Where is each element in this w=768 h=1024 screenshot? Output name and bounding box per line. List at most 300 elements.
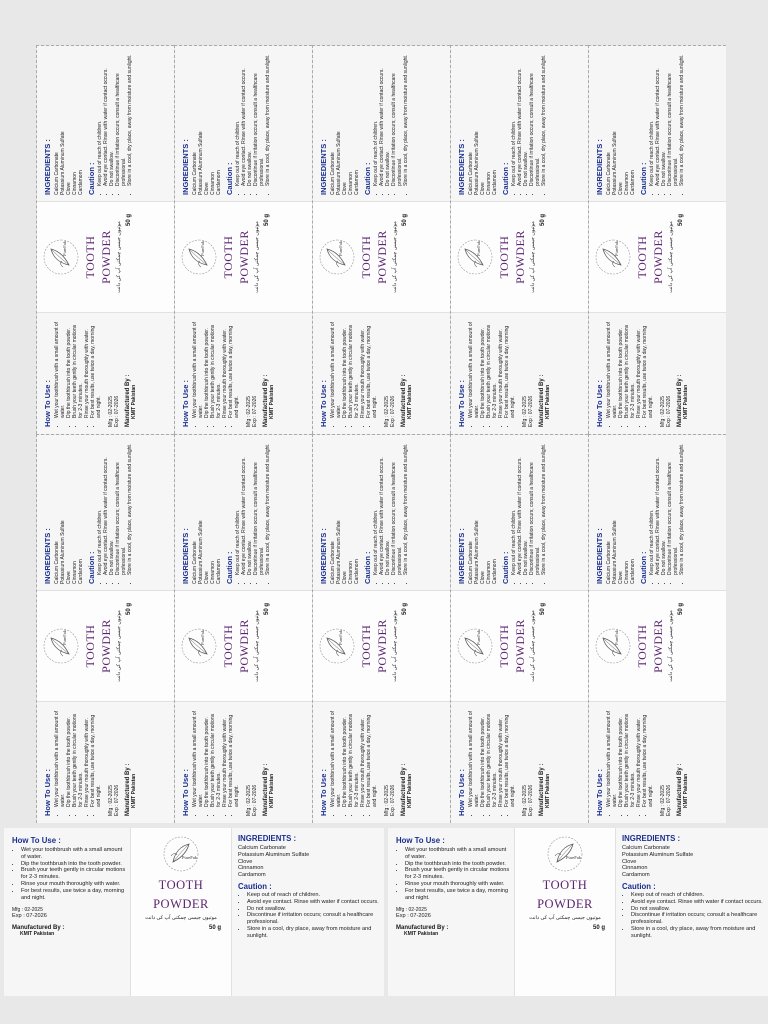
- front-panel: [589, 201, 726, 313]
- brand-name: PureFak: [62, 241, 67, 256]
- list-item: • Keep out of reach of children.: [649, 441, 655, 575]
- list-item: • Discontinue if irritation occurs; consult a healthcare professional.: [115, 52, 127, 186]
- brand-name: PureFak: [200, 241, 205, 256]
- product-title-line1: TOOTH: [635, 624, 649, 668]
- manufactured-by-heading: Manufactured By :: [396, 925, 449, 932]
- list-item: • Avoid eye contact. Rinse with water if contact occurs.: [655, 441, 661, 575]
- list-item: • Keep out of reach of children.: [511, 52, 517, 186]
- how-to-use-list: [12, 847, 126, 901]
- net-weight: 50 g: [678, 603, 684, 616]
- manufacturer-name: KMIT Pakistan: [20, 931, 55, 938]
- list-item: • Do not swallow.: [661, 52, 667, 186]
- list-item: • Dip the toothbrush into the tooth powder.: [480, 319, 486, 418]
- manufacturer-name: KMIT Pakistan: [683, 384, 689, 419]
- exp-date: Exp : 07-2026: [114, 784, 120, 816]
- list-item: • Rinse your mouth thoroughly with water.: [360, 319, 366, 418]
- manufacturer-name: KMIT Pakistan: [131, 773, 137, 808]
- ingredient: Potassium Aluminum Sulfate: [336, 520, 342, 584]
- manufacturer-name: KMIT Pakistan: [407, 773, 413, 808]
- list-item: • Wet your toothbrush with a small amount of water.: [330, 708, 342, 807]
- list-item: • Keep out of reach of children.: [511, 441, 517, 575]
- urdu-tagline: موتیوں جیسی چمکتی آپ کی دانت: [530, 221, 536, 293]
- front-panel: [589, 590, 726, 702]
- net-weight: 50 g: [264, 603, 270, 616]
- urdu-tagline: موتیوں جیسی چمکتی آپ کی دانت: [668, 610, 674, 682]
- ingredient: Potassium Aluminum Sulfate: [60, 131, 66, 195]
- list-item: • For best results, use twice a day, morning and night.: [642, 319, 654, 418]
- product-title-line2: POWDER: [537, 897, 593, 911]
- how-to-use-list: [468, 319, 516, 427]
- how-to-use-heading: How To Use :: [43, 380, 52, 427]
- list-item: • Do not swallow.: [523, 52, 529, 186]
- brand-logo: [161, 834, 201, 874]
- brand-logo: [545, 834, 585, 874]
- list-item: • Store in a cool, dry place, away from moisture and sunlight.: [631, 926, 764, 940]
- urdu-tagline: موتیوں جیسی چمکتی آپ کی دانت: [254, 610, 260, 682]
- how-to-use-list: [468, 708, 516, 816]
- exp-date: Exp : 07-2026: [528, 395, 534, 427]
- list-item: • Brush your teeth gently in circular motions for 2-3 minutes.: [348, 319, 360, 418]
- how-to-use-heading: How To Use :: [319, 380, 328, 427]
- caution-heading: Caution :: [87, 551, 96, 584]
- how-to-use-panel: [175, 313, 312, 434]
- list-item: • Store in a cool, dry place, away from moisture and sunlight.: [127, 441, 133, 575]
- caution-list: [97, 441, 133, 584]
- list-item: • Rinse your mouth thoroughly with water.: [222, 708, 228, 807]
- label-cell: [588, 45, 726, 434]
- ingredient: Calcium Carbonate: [330, 541, 336, 584]
- list-item: • Store in a cool, dry place, away from moisture and sunlight.: [679, 441, 685, 575]
- product-title-line2: POWDER: [237, 230, 251, 284]
- list-item: • Store in a cool, dry place, away from moisture and sunlight.: [265, 52, 271, 186]
- brand-name: PureFak: [614, 630, 619, 645]
- ingredient: Potassium Aluminum Sulfate: [474, 520, 480, 584]
- urdu-tagline: موتیوں جیسی چمکتی آپ کی دانت: [529, 915, 601, 921]
- product-title-line1: TOOTH: [83, 624, 97, 668]
- brand-logo: [179, 626, 219, 666]
- ingredient: Cinnamon: [210, 172, 216, 195]
- list-item: • Avoid eye contact. Rinse with water if contact occurs.: [517, 441, 523, 575]
- how-to-use-list: [192, 319, 240, 427]
- ingredients-heading: INGREDIENTS :: [622, 834, 681, 843]
- list-item: • Rinse your mouth thoroughly with water.: [222, 319, 228, 418]
- manufactured-by-heading: Manufactured By :: [539, 763, 545, 816]
- list-item: • Do not swallow.: [661, 441, 667, 575]
- list-item: • Store in a cool, dry place, away from moisture and sunlight.: [403, 52, 409, 186]
- product-title-line1: TOOTH: [497, 624, 511, 668]
- ingredients-panel: [37, 435, 174, 590]
- list-item: • Keep out of reach of children.: [97, 52, 103, 186]
- exp-date: Exp : 07-2026: [528, 784, 534, 816]
- ingredient: Clove: [480, 182, 486, 195]
- ingredients-panel: [175, 46, 312, 201]
- manufactured-by-heading: Manufactured By :: [677, 763, 683, 816]
- list-item: • Keep out of reach of children.: [631, 892, 764, 899]
- product-title-line2: POWDER: [513, 619, 527, 673]
- product-title-line2: POWDER: [651, 619, 665, 673]
- ingredient: Cinnamon: [348, 561, 354, 584]
- rotated-label: [37, 435, 174, 823]
- list-item: • Avoid eye contact. Rinse with water if contact occurs.: [247, 899, 380, 906]
- how-to-use-list: [606, 319, 654, 427]
- net-weight: 50 g: [402, 214, 408, 227]
- list-item: • Discontinue if irritation occurs; consult a healthcare professional.: [391, 52, 403, 186]
- leaf-logo-icon: [455, 626, 495, 666]
- manufactured-by-heading: Manufactured By :: [263, 374, 269, 427]
- how-to-use-list: [330, 708, 378, 816]
- ingredients-panel: [589, 435, 726, 590]
- label-cell: [174, 434, 312, 823]
- ingredients-heading: INGREDIENTS :: [181, 139, 190, 195]
- leaf-logo-icon: [317, 626, 357, 666]
- front-panel: [175, 590, 312, 702]
- ingredient: Cinnamon: [72, 172, 78, 195]
- list-item: • Keep out of reach of children.: [649, 52, 655, 186]
- list-item: • Avoid eye contact. Rinse with water if contact occurs.: [517, 52, 523, 186]
- manufacturer-name: KMIT Pakistan: [545, 773, 551, 808]
- list-item: • Do not swallow.: [109, 441, 115, 575]
- urdu-tagline: موتیوں جیسی چمکتی آپ کی دانت: [254, 221, 260, 293]
- caution-heading: Caution :: [225, 551, 234, 584]
- ingredient: Clove: [622, 858, 637, 865]
- label-cell: [312, 434, 450, 823]
- list-item: • Dip the toothbrush into the tooth powder.: [204, 708, 210, 807]
- net-weight: 50 g: [402, 603, 408, 616]
- list-item: • Brush your teeth gently in circular motions for 2-3 minutes.: [348, 708, 360, 807]
- urdu-tagline: موتیوں جیسی چمکتی آپ کی دانت: [530, 610, 536, 682]
- ingredient: Cardamom: [78, 559, 84, 584]
- product-title-line2: POWDER: [153, 897, 209, 911]
- product-title-line2: POWDER: [99, 230, 113, 284]
- rotated-label: [589, 435, 726, 823]
- list-item: • Rinse your mouth thoroughly with water.: [636, 319, 642, 418]
- list-item: • Rinse your mouth thoroughly with water.: [360, 708, 366, 807]
- horizontal-label: [4, 828, 384, 996]
- brand-name: PureFak: [62, 630, 67, 645]
- mfg-date: Mfg : 02-2025: [12, 907, 43, 914]
- caution-heading: Caution :: [363, 551, 372, 584]
- label-cell: [588, 434, 726, 823]
- list-item: • Rinse your mouth thoroughly with water.: [636, 708, 642, 807]
- net-weight: 50 g: [126, 214, 132, 227]
- product-title-line1: TOOTH: [359, 235, 373, 279]
- leaf-logo-icon: [455, 237, 495, 277]
- list-item: • Avoid eye contact. Rinse with water if contact occurs.: [379, 52, 385, 186]
- rotated-label: [175, 46, 312, 434]
- how-to-use-heading: How To Use :: [319, 769, 328, 816]
- manufactured-by-heading: Manufactured By :: [125, 763, 131, 816]
- ingredient: Clove: [238, 858, 253, 865]
- how-to-use-heading: How To Use :: [457, 769, 466, 816]
- list-item: • Store in a cool, dry place, away from moisture and sunlight.: [541, 441, 547, 575]
- ingredients-heading: INGREDIENTS :: [319, 528, 328, 584]
- manufactured-by-heading: Manufactured By :: [677, 374, 683, 427]
- caution-heading: Caution :: [225, 162, 234, 195]
- ingredient: Cardamom: [630, 170, 636, 195]
- caution-list: [649, 52, 685, 195]
- list-item: • Avoid eye contact. Rinse with water if contact occurs.: [655, 52, 661, 186]
- how-to-use-panel: [451, 702, 588, 823]
- list-item: • Wet your toothbrush with a small amount of water.: [54, 319, 66, 418]
- rotated-label: [451, 46, 588, 434]
- list-item: • Brush your teeth gently in circular motions for 2-3 minutes.: [72, 319, 84, 418]
- list-item: • Do not swallow.: [247, 906, 380, 913]
- list-item: • Discontinue if irritation occurs; consult a healthcare professional.: [529, 441, 541, 575]
- how-to-use-heading: How To Use :: [12, 836, 61, 845]
- ingredients-panel: [616, 828, 768, 996]
- caution-list: [235, 52, 271, 195]
- ingredient: Cardamom: [216, 170, 222, 195]
- ingredient: Clove: [204, 571, 210, 584]
- list-item: • Brush your teeth gently in circular motions for 2-3 minutes.: [624, 319, 636, 418]
- how-to-use-list: [54, 319, 102, 427]
- ingredient: Cardamom: [238, 872, 266, 879]
- horizontal-label: [388, 828, 768, 996]
- rotated-label: [313, 435, 450, 823]
- list-item: • Dip the toothbrush into the tooth powder.: [405, 861, 510, 868]
- list-item: • Dip the toothbrush into the tooth powder.: [480, 708, 486, 807]
- ingredient: Potassium Aluminum Sulfate: [474, 131, 480, 195]
- mfg-date: Mfg : 02-2025: [108, 396, 114, 427]
- list-item: • Discontinue if irritation occurs; consult a healthcare professional.: [253, 52, 265, 186]
- manufacturer-name: KMIT Pakistan: [683, 773, 689, 808]
- manufactured-by-heading: Manufactured By :: [401, 374, 407, 427]
- list-item: • Brush your teeth gently in circular motions for 2-3 minutes.: [405, 867, 510, 881]
- list-item: • Discontinue if irritation occurs; consult a healthcare professional.: [253, 441, 265, 575]
- list-item: • For best results, use twice a day, morning and night.: [90, 319, 102, 418]
- list-item: • Brush your teeth gently in circular motions for 2-3 minutes.: [486, 319, 498, 418]
- product-title-line1: TOOTH: [542, 878, 588, 892]
- ingredient: Calcium Carbonate: [606, 152, 612, 195]
- list-item: • Wet your toothbrush with a small amount of water.: [606, 319, 618, 418]
- caution-heading: Caution :: [501, 162, 510, 195]
- product-title-line1: TOOTH: [359, 624, 373, 668]
- list-item: • Discontinue if irritation occurs; consult a healthcare professional.: [391, 441, 403, 575]
- brand-logo: [41, 237, 81, 277]
- list-item: • Store in a cool, dry place, away from moisture and sunlight.: [247, 926, 380, 940]
- ingredient: Potassium Aluminum Sulfate: [622, 851, 694, 858]
- caution-list: [622, 892, 764, 940]
- caution-list: [238, 892, 380, 940]
- ingredients-panel: [451, 46, 588, 201]
- list-item: • Keep out of reach of children.: [235, 52, 241, 186]
- list-item: • Avoid eye contact. Rinse with water if contact occurs.: [379, 441, 385, 575]
- list-item: • Dip the toothbrush into the tooth powder.: [618, 319, 624, 418]
- mfg-date: Mfg : 02-2025: [522, 785, 528, 816]
- ingredient: Cinnamon: [624, 561, 630, 584]
- how-to-use-panel: [37, 702, 174, 823]
- ingredient: Calcium Carbonate: [54, 541, 60, 584]
- list-item: • Wet your toothbrush with a small amount of water.: [21, 847, 126, 861]
- ingredient: Clove: [618, 571, 624, 584]
- list-item: • For best results, use twice a day, morning and night.: [642, 708, 654, 807]
- ingredient: Cardamom: [354, 170, 360, 195]
- ingredient: Calcium Carbonate: [468, 152, 474, 195]
- urdu-tagline: موتیوں جیسی چمکتی آپ کی دانت: [145, 915, 217, 921]
- label-cell: [36, 45, 174, 434]
- ingredient: Calcium Carbonate: [622, 845, 670, 851]
- brand-name: PureFak: [476, 241, 481, 256]
- front-panel: [175, 201, 312, 313]
- brand-name: PureFak: [338, 241, 343, 256]
- caution-list: [97, 52, 133, 195]
- net-weight: 50 g: [540, 603, 546, 616]
- list-item: • Dip the toothbrush into the tooth powder.: [342, 319, 348, 418]
- caution-list: [235, 441, 271, 584]
- front-panel: [313, 590, 450, 702]
- list-item: • Wet your toothbrush with a small amount of water.: [606, 708, 618, 807]
- list-item: • Store in a cool, dry place, away from moisture and sunlight.: [541, 52, 547, 186]
- product-title-line2: POWDER: [513, 230, 527, 284]
- list-item: • Keep out of reach of children.: [97, 441, 103, 575]
- brand-logo: [455, 626, 495, 666]
- leaf-logo-icon: [593, 237, 633, 277]
- list-item: • Discontinue if irritation occurs; consult a healthcare professional.: [247, 912, 380, 926]
- product-title-line1: TOOTH: [635, 235, 649, 279]
- list-item: • For best results, use twice a day, morning and night.: [228, 319, 240, 418]
- product-title-line2: POWDER: [651, 230, 665, 284]
- urdu-tagline: موتیوں جیسی چمکتی آپ کی دانت: [392, 610, 398, 682]
- how-to-use-heading: How To Use :: [181, 769, 190, 816]
- list-item: • Avoid eye contact. Rinse with water if contact occurs.: [241, 52, 247, 186]
- manufacturer-name: KMIT Pakistan: [269, 773, 275, 808]
- caution-list: [373, 52, 409, 195]
- list-item: • Brush your teeth gently in circular motions for 2-3 minutes.: [486, 708, 498, 807]
- label-cell: [312, 45, 450, 434]
- mfg-date: Mfg : 02-2025: [522, 396, 528, 427]
- rotated-label: [589, 46, 726, 434]
- mfg-date: Mfg : 02-2025: [660, 785, 666, 816]
- list-item: • Discontinue if irritation occurs; consult a healthcare professional.: [115, 441, 127, 575]
- list-item: • Discontinue if irritation occurs; consult a healthcare professional.: [631, 912, 764, 926]
- exp-date: Exp : 07-2026: [666, 395, 672, 427]
- net-weight: 50 g: [264, 214, 270, 227]
- how-to-use-panel: [175, 702, 312, 823]
- list-item: • For best results, use twice a day, morning and night.: [366, 319, 378, 418]
- ingredient: Clove: [618, 182, 624, 195]
- list-item: • Rinse your mouth thoroughly with water.: [498, 708, 504, 807]
- how-to-use-heading: How To Use :: [181, 380, 190, 427]
- ingredient: Cinnamon: [622, 865, 648, 872]
- caution-list: [511, 52, 547, 195]
- list-item: • For best results, use twice a day, morning and night.: [228, 708, 240, 807]
- leaf-logo-icon: [179, 237, 219, 277]
- list-item: • Do not swallow.: [385, 52, 391, 186]
- list-item: • Do not swallow.: [109, 52, 115, 186]
- list-item: • Avoid eye contact. Rinse with water if contact occurs.: [103, 441, 109, 575]
- ingredient: Cinnamon: [238, 865, 264, 872]
- leaf-logo-icon: [545, 834, 585, 874]
- product-title-line1: TOOTH: [83, 235, 97, 279]
- ingredient: Potassium Aluminum Sulfate: [238, 851, 310, 858]
- list-item: • Do not swallow.: [385, 441, 391, 575]
- caution-heading: Caution :: [501, 551, 510, 584]
- list-item: • Dip the toothbrush into the tooth powder.: [66, 319, 72, 418]
- ingredient: Cardamom: [216, 559, 222, 584]
- leaf-logo-icon: [179, 626, 219, 666]
- urdu-tagline: موتیوں جیسی چمکتی آپ کی دانت: [668, 221, 674, 293]
- how-to-use-heading: How To Use :: [457, 380, 466, 427]
- list-item: • Rinse your mouth thoroughly with water.: [84, 319, 90, 418]
- ingredient: Cardamom: [354, 559, 360, 584]
- how-to-use-heading: How To Use :: [43, 769, 52, 816]
- how-to-use-panel: [4, 828, 130, 996]
- caution-heading: Caution :: [639, 162, 648, 195]
- ingredient: Clove: [342, 571, 348, 584]
- ingredient: Clove: [342, 182, 348, 195]
- list-item: • Wet your toothbrush with a small amount of water.: [405, 847, 510, 861]
- list-item: • Wet your toothbrush with a small amount of water.: [192, 319, 204, 418]
- ingredients-heading: INGREDIENTS :: [319, 139, 328, 195]
- urdu-tagline: موتیوں جیسی چمکتی آپ کی دانت: [116, 221, 122, 293]
- list-item: • Dip the toothbrush into the tooth powder.: [342, 708, 348, 807]
- ingredients-panel: [313, 46, 450, 201]
- ingredients-heading: INGREDIENTS :: [43, 528, 52, 584]
- manufactured-by-heading: Manufactured By :: [263, 763, 269, 816]
- caution-heading: Caution :: [363, 162, 372, 195]
- list-item: • Avoid eye contact. Rinse with water if contact occurs.: [103, 52, 109, 186]
- list-item: • Rinse your mouth thoroughly with water.: [405, 881, 510, 888]
- ingredients-panel: [589, 46, 726, 201]
- leaf-logo-icon: [41, 237, 81, 277]
- label-cell: [36, 434, 174, 823]
- brand-logo: [179, 237, 219, 277]
- brand-name: PureFak: [338, 630, 343, 645]
- how-to-use-list: [192, 708, 240, 816]
- how-to-use-list: [396, 847, 510, 901]
- ingredient: Cinnamon: [486, 172, 492, 195]
- list-item: • Keep out of reach of children.: [235, 441, 241, 575]
- brand-logo: [455, 237, 495, 277]
- net-weight: 50 g: [678, 214, 684, 227]
- urdu-tagline: موتیوں جیسی چمکتی آپ کی دانت: [116, 610, 122, 682]
- list-item: • Do not swallow.: [523, 441, 529, 575]
- ingredient: Calcium Carbonate: [192, 152, 198, 195]
- manufacturer-name: KMIT Pakistan: [131, 384, 137, 419]
- manufactured-by-heading: Manufactured By :: [125, 374, 131, 427]
- ingredient: Calcium Carbonate: [330, 152, 336, 195]
- ingredients-heading: INGREDIENTS :: [457, 139, 466, 195]
- list-item: • Wet your toothbrush with a small amount of water.: [468, 319, 480, 418]
- rotated-label: [451, 435, 588, 823]
- ingredient: Potassium Aluminum Sulfate: [60, 520, 66, 584]
- ingredient: Calcium Carbonate: [468, 541, 474, 584]
- exp-date: Exp : 07-2026: [252, 395, 258, 427]
- list-item: • Do not swallow.: [631, 906, 764, 913]
- product-title-line2: POWDER: [375, 230, 389, 284]
- ingredients-heading: INGREDIENTS :: [43, 139, 52, 195]
- label-cell: [174, 45, 312, 434]
- ingredients-heading: INGREDIENTS :: [238, 834, 297, 843]
- product-title-line2: POWDER: [99, 619, 113, 673]
- ingredient: Cardamom: [630, 559, 636, 584]
- ingredient: Cardamom: [78, 170, 84, 195]
- list-item: • Store in a cool, dry place, away from moisture and sunlight.: [403, 441, 409, 575]
- ingredient: Cardamom: [492, 170, 498, 195]
- ingredient: Clove: [480, 571, 486, 584]
- list-item: • Rinse your mouth thoroughly with water.: [21, 881, 126, 888]
- exp-date: Exp : 07-2026: [114, 395, 120, 427]
- brand-logo: [593, 626, 633, 666]
- list-item: • Rinse your mouth thoroughly with water.: [84, 708, 90, 807]
- manufacturer-name: KMIT Pakistan: [545, 384, 551, 419]
- ingredient: Potassium Aluminum Sulfate: [198, 131, 204, 195]
- list-item: • Brush your teeth gently in circular motions for 2-3 minutes.: [21, 867, 126, 881]
- mfg-date: Mfg : 02-2025: [246, 396, 252, 427]
- ingredient: Clove: [66, 571, 72, 584]
- ingredients-panel: [175, 435, 312, 590]
- rotated-label: [37, 46, 174, 434]
